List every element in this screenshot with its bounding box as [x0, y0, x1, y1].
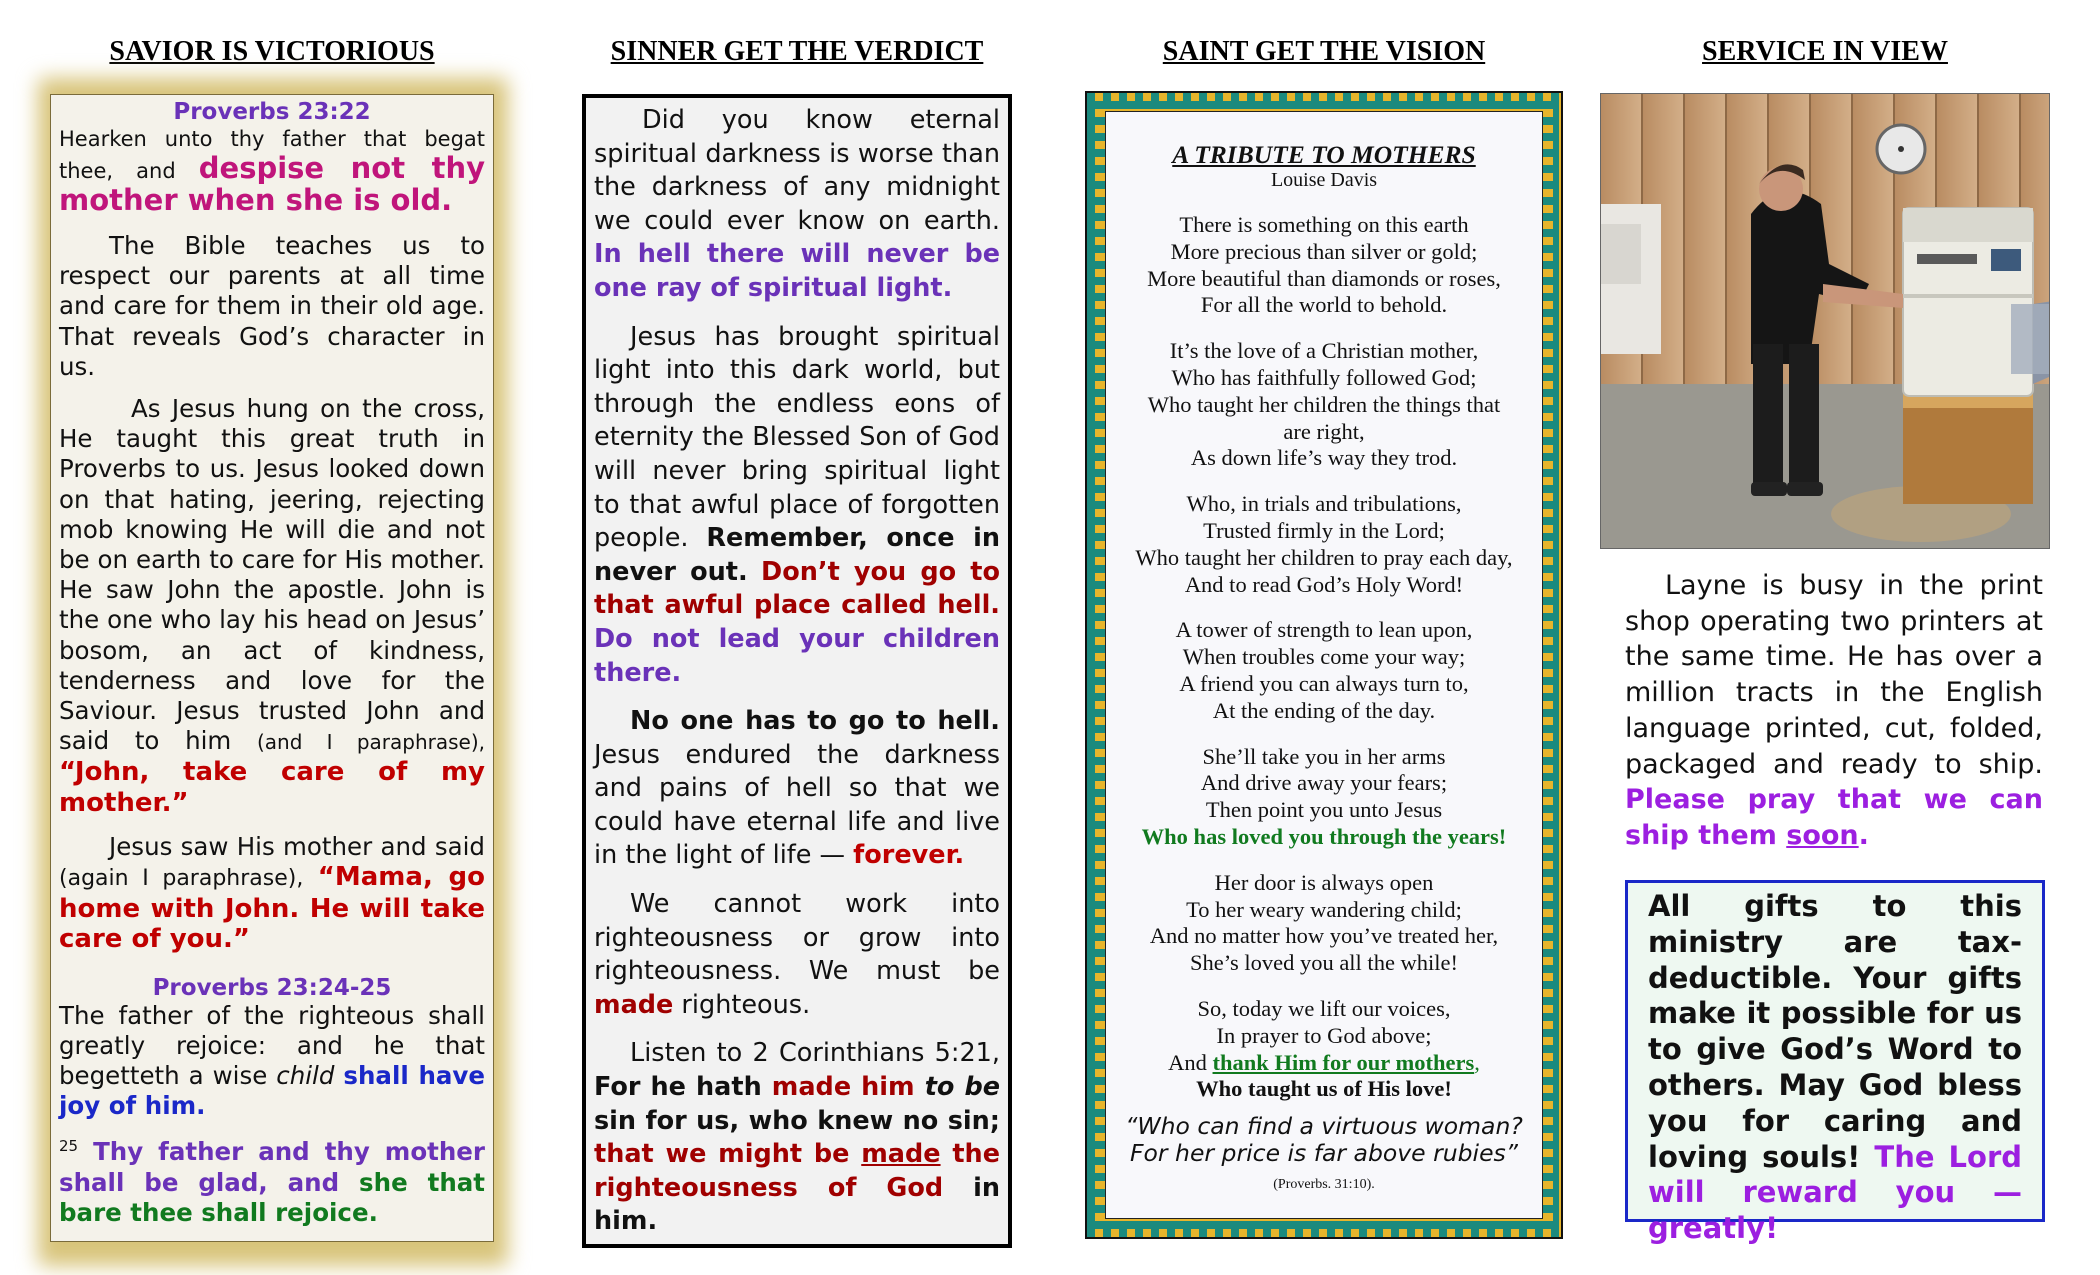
column-title-saint: SAINT GET THE VISION [1162, 36, 1486, 67]
paragraph: No one has to go to hell. Jesus endured the darkness and pains of hell so that we could have eternal life and live in the light of life — forever. [594, 706, 1000, 871]
paragraph: As Jesus hung on the cross, He taught this great truth in Proverbs to us. Jesus looked down on that hating, jeering, rejecting mob knowing He will die and not be on earth to care for His mother. He saw John the apostle. John is the one who lay his head on Jesus’ bosom, an act of kindness, tenderness and love for the Saviour. Jesus trusted John and said to him (and I paraphrase), “John, take care of my mother.” [59, 394, 486, 818]
column-title-savior: SAVIOR IS VICTORIOUS [109, 36, 435, 67]
scripture-reference: Proverbs 23:22 [173, 99, 371, 125]
column-title-service: SERVICE IN VIEW [1702, 36, 1948, 67]
paragraph: The Bible teaches us to respect our parents at all time and care for them in their old age. That reveals God’s character in us. [59, 231, 485, 381]
stanza-7: So, today we lift our voices, In prayer to God above; And thank Him for our mothers, Who taught us of His love! [1168, 995, 1480, 1102]
panel-saint [1105, 111, 1543, 1219]
stanza-1: There is something on this earth More precious than silver or gold; More beautiful than diamonds or roses, For all the world to behold. [1147, 212, 1501, 318]
stanza-4: A tower of strength to lean upon, When troubles come your way; A friend you can always turn to, At the ending of the day. [1175, 617, 1473, 723]
print-shop-description: Layne is busy in the print shop operating two printers at the same time. He has over a million tracts in the English language printed, cut, folded, packaged and ready to ship. Please pray that we can ship them soon. [1625, 570, 2043, 851]
stanza-6: Her door is always open To her weary wandering child; And no matter how you’ve treated her, She’s loved you all the while! [1149, 869, 1499, 976]
poem-frame [1085, 91, 1563, 1239]
paragraph: Jesus has brought spiritual light into this dark world, but through the endless eons of eternity the Blessed Son of God will never bring spiritual light to that awful place of forgotten people. Remember, once in never out. Don’t you go to that awful place called hell. Do not lead your children there. [594, 321, 1001, 688]
paragraph: We cannot work into righteousness or grow into righteousness. We must be made righteous. [594, 889, 1000, 1020]
verse-text: The father of the righteous shall greatly rejoice: and he that begetteth a wise child shall have joy of him. [59, 1000, 486, 1121]
panel-sinner [582, 94, 1012, 1248]
proverb-quote: “Who can find a virtuous woman? For her price is far above rubies” (Proverbs. 31:10). [1125, 1112, 1523, 1193]
scripture-reference: Proverbs 23:24-25 [152, 974, 392, 1001]
column-title-sinner: SINNER GET THE VERDICT [610, 36, 984, 67]
verse-text: Hearken unto thy father that begat thee, and despise not thy mother when she is old. [59, 127, 485, 217]
paragraph: Listen to 2 Corinthians 5:21, For he hath made him to be sin for us, who knew no sin; that we might be made the righteousness of God in him. [594, 1038, 1000, 1237]
paragraph: Did you know eternal spiritual darkness is worse than the darkness of any midnight we could ever know on earth. In hell there will never be one ray of spiritual light. [594, 105, 1000, 303]
stanza-5: She’ll take you in her arms And drive away your fears; Then point you unto Jesus Who has loved you through the years! [1141, 743, 1507, 849]
poem-title: A TRIBUTE TO MOTHERS [1172, 140, 1476, 169]
stanza-2: It’s the love of a Christian mother, Who has faithfully followed God; Who taught her children the things that are right, As down life’s way they trod. [1147, 338, 1501, 471]
stanza-3: Who, in trials and tribulations, Trusted firmly in the Lord; Who taught her children to pray each day, And to read God’s Holy Word! [1135, 491, 1513, 597]
panel-savior [50, 94, 494, 1242]
poem-author: Louise Davis [1270, 169, 1378, 191]
verse-text: $^{25}$ Thy father and thy mother shall be glad, and she that bare thee shall rejoice. [59, 1137, 486, 1228]
paragraph: Jesus saw His mother and said (again I paraphrase), “Mama, go home with John. He will take care of you.” [59, 831, 485, 955]
print-shop-photo [1600, 93, 2050, 549]
tax-deductible-box: All gifts to this ministry are tax-deductible. Your gifts make it possible for us to give God’s Word to others. May God bless you for caring and loving souls! The Lord will reward you — greatly! [1625, 880, 2045, 1222]
